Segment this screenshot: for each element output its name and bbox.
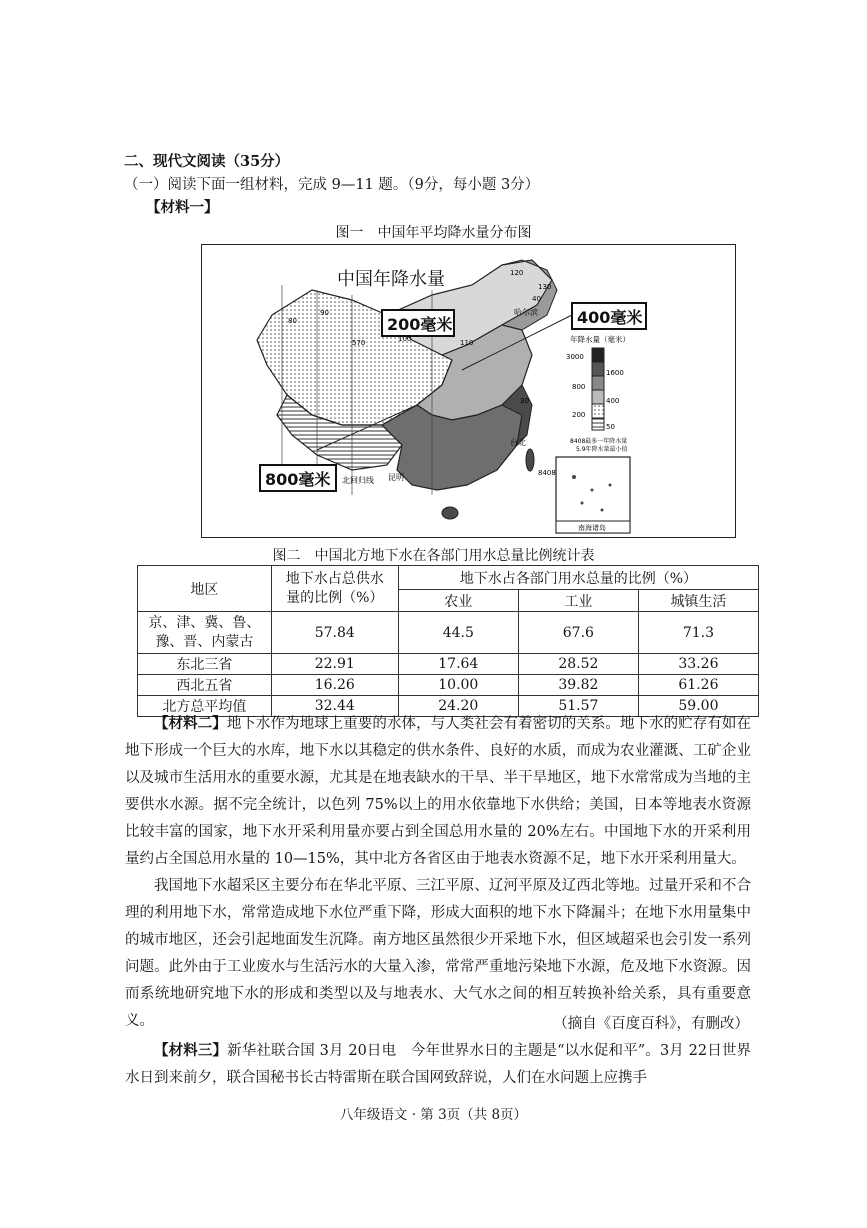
precipitation-map — [201, 244, 736, 538]
mark-130: 130 — [538, 283, 552, 291]
label-200mm: 200毫米 — [387, 315, 453, 334]
city-kunming: 昆明 — [388, 473, 404, 482]
source-note: （摘自《百度百科》，有删改） — [553, 1016, 749, 1032]
th-urban: 城镇生活 — [638, 590, 758, 612]
map-legend — [566, 334, 630, 453]
region-line1: 京、津、冀、鲁、 — [148, 614, 261, 631]
th-share — [271, 566, 398, 612]
tropic-label: 北回归线 — [342, 476, 374, 485]
cell-ind: 51.57 — [518, 696, 638, 717]
cell-share: 32.44 — [271, 696, 398, 717]
legend-note: 5.9年降水量最小值 — [576, 446, 628, 453]
table-row — [138, 654, 759, 675]
south-sea-inset — [556, 457, 630, 533]
mark-100: 100 — [398, 335, 412, 343]
map-title: 中国年降水量 — [337, 269, 445, 290]
material2-label: 【材料二】 — [154, 715, 227, 732]
th-share-line2: 量的比例（%） — [286, 589, 384, 606]
table-row — [138, 612, 759, 654]
cell-agri: 24.20 — [398, 696, 518, 717]
mark-8408: 8408 — [538, 469, 556, 477]
th-share-line1: 地下水占总供水 — [285, 570, 384, 587]
cell-urban: 61.26 — [638, 675, 758, 696]
legend-note: 8408最多一年降水量 — [570, 438, 628, 445]
cell-ind: 28.52 — [518, 654, 638, 675]
legend-level: 50 — [606, 423, 615, 431]
cell-agri: 10.00 — [398, 675, 518, 696]
legend-level: 400 — [606, 397, 620, 405]
label-400mm: 400毫米 — [577, 308, 643, 327]
mark-570: 570 — [352, 339, 366, 347]
region-line2: 豫、晋、内蒙古 — [155, 633, 254, 650]
city-harbin: 哈尔滨 — [514, 308, 538, 317]
th-region: 地区 — [138, 566, 272, 612]
legend-level: 800 — [572, 383, 586, 391]
mark-80: 80 — [288, 317, 297, 325]
subsection-instruction: （一）阅读下面一组材料，完成 9—11 题。（9分，每小题 3分） — [124, 177, 540, 193]
cell-urban: 33.26 — [638, 654, 758, 675]
material3-text: 新华社联合国 3月 20日电 今年世界水日的主题是“以水促和平”。3月 22日世界水日到来前夕，联合国秘书长古特雷斯在联合国网致辞说，人们在水问题上应携手 — [125, 1043, 751, 1086]
material3-block — [125, 1037, 751, 1092]
mark-120: 120 — [510, 269, 524, 277]
material2-p2: 我国地下水超采区主要分布在华北平原、三江平原、辽河平原及辽西北等地。过量开采和不合理的利用地下水，常常造成地下水位严重下降，形成大面积的地下水下降漏斗；在地下水用量集中的城市地区，还会引起地面发生沉降。南方地区虽然很少开采地下水，但区域超采也会引发一系列问题。此外由于工业废水与生活污水的大量入渗，常常严重地污染地下水源，危及地下水资源。因而系统地研究地下水的形成和类型以及与地表水、大气水之间的相互转换补给关系，具有重要意义。 — [125, 878, 751, 1029]
mark-110: 110 — [460, 339, 474, 347]
cell-agri: 17.64 — [398, 654, 518, 675]
cell-urban: 59.00 — [638, 696, 758, 717]
cell-ind: 39.82 — [518, 675, 638, 696]
page-footer: 八年级语文 · 第 3页（共 8页） — [339, 1107, 528, 1123]
cell-region: 西北五省 — [138, 675, 272, 696]
cell-region — [138, 612, 272, 654]
cell-region: 北方总平均值 — [138, 696, 272, 717]
legend-title: 年降水量（毫米） — [570, 335, 630, 344]
cell-agri: 44.5 — [398, 612, 518, 654]
china-map-graphic — [202, 245, 734, 536]
material1-label: 【材料一】 — [146, 199, 219, 216]
label-800mm: 800毫米 — [265, 470, 331, 489]
section-title: 二、现代文阅读（35分） — [124, 153, 290, 170]
groundwater-table — [137, 565, 759, 717]
mark-30: 30 — [520, 397, 529, 405]
mark-40: 40 — [532, 295, 541, 303]
legend-level: 1600 — [606, 369, 624, 377]
th-dept: 地下水占各部门用水总量的比例（%） — [398, 566, 758, 590]
cell-region: 东北三省 — [138, 654, 272, 675]
cell-share: 57.84 — [271, 612, 398, 654]
cell-ind: 67.6 — [518, 612, 638, 654]
cell-share: 22.91 — [271, 654, 398, 675]
cell-share: 16.26 — [271, 675, 398, 696]
cell-urban: 71.3 — [638, 612, 758, 654]
city-taipei: 台北 — [510, 438, 526, 447]
table-row — [138, 675, 759, 696]
fig2-caption: 图二 中国北方地下水在各部门用水总量比例统计表 — [272, 548, 595, 564]
material2-block — [125, 710, 751, 1035]
inset-label: 南海诸岛 — [578, 524, 606, 532]
th-ind: 工业 — [518, 590, 638, 612]
legend-level: 200 — [572, 411, 586, 419]
th-agri: 农业 — [398, 590, 518, 612]
legend-level: 3000 — [566, 353, 584, 361]
material2-p1: 地下水作为地球上重要的水体，与人类社会有着密切的关系。地下水的贮存有如在地下形成一个巨大的水库，地下水以其稳定的供水条件、良好的水质，而成为农业灌溉、工矿企业以及城市生活用水的重要水源，尤其是在地表缺水的干旱、半干旱地区，地下水常常成为当地的主要供水水源。据不完全统计，以色列 75%以上的用水依靠地下水供给；美国，日本等地表水资源比较丰富的国家，地下水开采利用量亦要占到全国总用水量的 20%左右。中国地下水的开采利用量约占全国总用水量的 10—15%，其中北方各省区由于地表水资源不足，地下水开采利用量大。 — [125, 716, 751, 867]
material3-label: 【材料三】 — [154, 1042, 228, 1059]
mark-90: 90 — [320, 309, 329, 317]
fig1-caption: 图一 中国年平均降水量分布图 — [335, 225, 532, 241]
